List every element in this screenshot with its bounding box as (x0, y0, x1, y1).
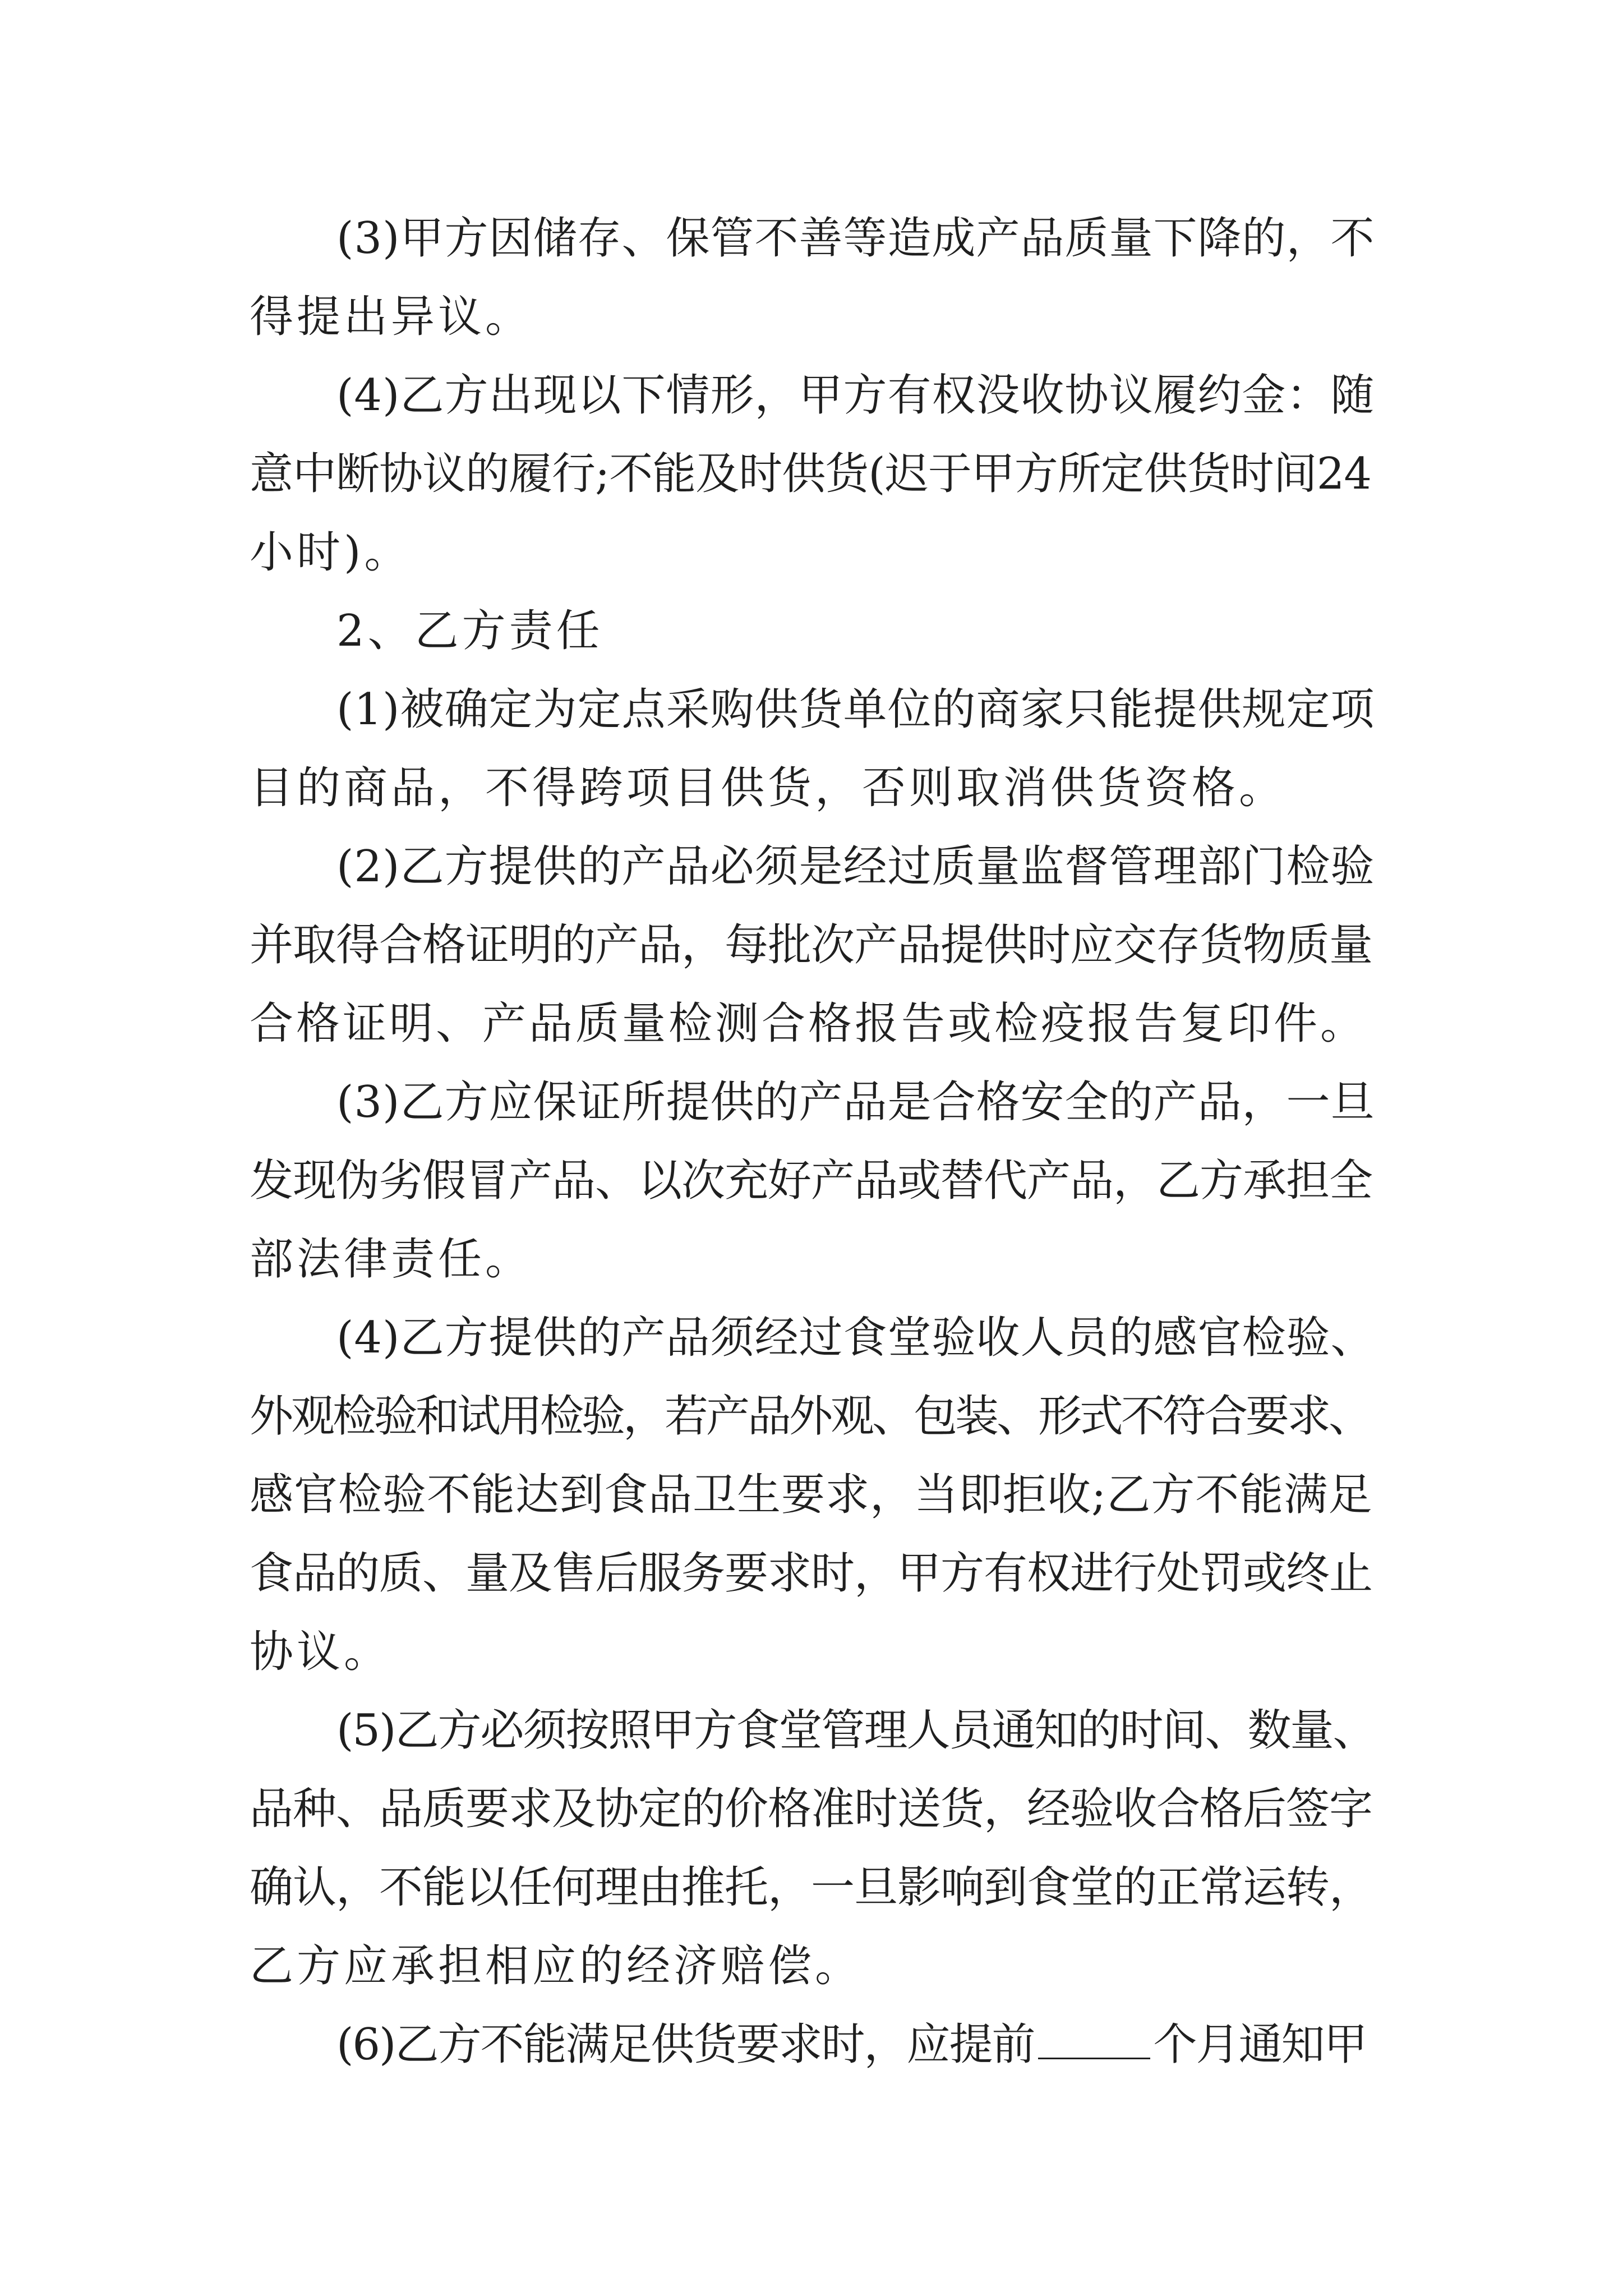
text-line: (3)乙方应保证所提供的产品是合格安全的产品，一旦 (336, 1077, 1375, 1128)
text-line: 合格证明、产品质量检测合格报告或检疫报告复印件。 (250, 999, 1367, 1049)
text-line: 品种、品质要求及协定的价格准时送货，经验收合格后签字 (250, 1784, 1373, 1834)
text-line: 小时)。 (250, 527, 412, 578)
section-heading: 2、乙方责任 (336, 606, 603, 656)
text-line: 部法律责任。 (250, 1234, 533, 1285)
text-line: 确认，不能以任何理由推托，一旦影响到食堂的正常运转， (250, 1862, 1373, 1913)
text-line: 发现伪劣假冒产品、以次充好产品或替代产品，乙方承担全 (250, 1156, 1373, 1206)
text-line: 感官检验不能达到食品卫生要求，当即拒收;乙方不能满足 (250, 1470, 1373, 1520)
text-line: (1)被确定为定点采购供货单位的商家只能提供规定项 (336, 684, 1375, 735)
text-line: 得提出异议。 (250, 292, 533, 342)
text-line: 目的商品，不得跨项目供货，否则取消供货资格。 (250, 763, 1287, 813)
text-line: (3)甲方因储存、保管不善等造成产品质量下降的，不 (336, 213, 1375, 264)
text-line: 协议。 (250, 1627, 391, 1677)
fill-in-blank (1038, 2026, 1150, 2059)
text-line: (2)乙方提供的产品必须是经过质量监督管理部门检验 (336, 841, 1375, 892)
text-line: 并取得合格证明的产品，每批次产品提供时应交存货物质量 (250, 920, 1373, 970)
text-segment: (6)乙方不能满足供货要求时，应提前 (336, 2019, 1035, 2070)
text-line: (4)乙方出现以下情形，甲方有权没收协议履约金：随 (336, 370, 1375, 421)
text-line: (5)乙方必须按照甲方食堂管理人员通知的时间、数量、 (336, 1705, 1376, 1756)
text-line: 意中断协议的履行;不能及时供货(迟于甲方所定供货时间24 (250, 449, 1371, 499)
text-line: 食品的质、量及售后服务要求时，甲方有权进行处罚或终止 (250, 1548, 1373, 1599)
text-line: 乙方应承担相应的经济赔偿。 (250, 1941, 863, 1991)
text-line: (4)乙方提供的产品须经过食堂验收人员的感官检验、 (336, 1313, 1375, 1363)
text-segment: 个月通知甲 (1153, 2019, 1367, 2070)
text-line-with-blank (336, 2005, 1367, 2084)
text-line: 外观检验和试用检验，若产品外观、包装、形式不符合要求、 (250, 1391, 1371, 1442)
